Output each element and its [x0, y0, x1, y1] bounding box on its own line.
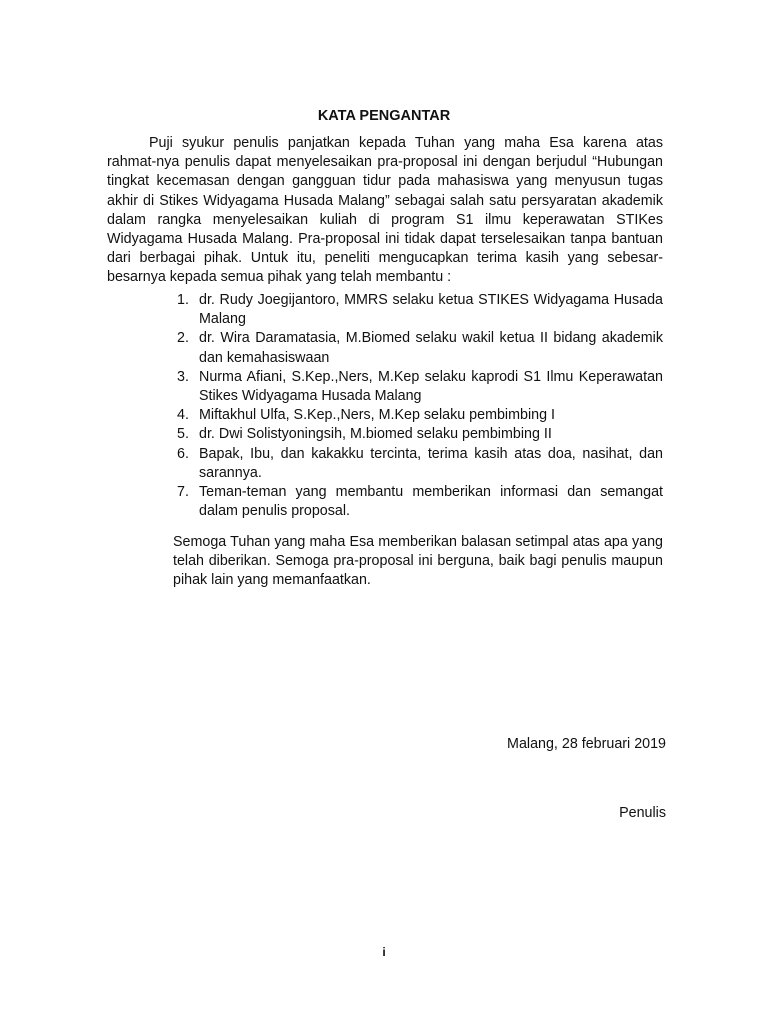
acknowledgement-list: [173, 291, 663, 521]
list-item: [173, 445, 663, 483]
intro-paragraph: Puji syukur penulis panjatkan kepada Tuhan yang maha Esa karena atas rahmat-nya penulis dapat menyelesaikan pra-proposal ini dengan berjudul “Hubungan tingkat kecemasan dengan gangguan tidur pada mahasiswa yang menyusun tugas akhir di Stikes Widyagama Husada Malang” sebagai salah satu persyaratan akademik dalam rangka menyelesaikan kuliah di program S1 ilmu keperawatan STIKes Widyagama Husada Malang. Pra-proposal ini tidak dapat terselesaikan tanpa bantuan dari berbagai pihak. Untuk itu, peneliti mengucapkan terima kasih yang sebesar-besarnya kepada semua pihak yang telah membantu :: [107, 135, 663, 286]
list-item-number: 5.: [177, 426, 189, 443]
list-item-text: dr. Rudy Joegijantoro, MMRS selaku ketua STIKES Widyagama Husada Malang: [199, 292, 663, 328]
list-item-text: dr. Dwi Solistyoningsih, M.biomed selaku pembimbing II: [199, 426, 552, 443]
list-item: [173, 483, 663, 521]
list-item-number: 2.: [177, 330, 189, 347]
page-title: KATA PENGANTAR: [317, 108, 451, 124]
list-item-number: 4.: [177, 407, 189, 424]
closing-paragraph: Semoga Tuhan yang maha Esa memberikan balasan setimpal atas apa yang telah diberikan. Semoga pra-proposal ini berguna, baik bagi penulis maupun pihak lain yang memanfaatkan.: [173, 534, 663, 589]
list-item-number: 7.: [177, 484, 189, 501]
list-item-text: dr. Wira Daramatasia, M.Biomed selaku wakil ketua II bidang akademik dan kemahasiswaan: [199, 330, 663, 366]
list-item: [173, 425, 663, 444]
place-date: Malang, 28 februari 2019: [507, 736, 666, 752]
list-item: [173, 329, 663, 367]
list-item-text: Nurma Afiani, S.Kep.,Ners, M.Kep selaku kaprodi S1 Ilmu Keperawatan Stikes Widyagama Husada Malang: [199, 368, 663, 405]
list-item-text: Bapak, Ibu, dan kakakku tercinta, terima kasih atas doa, nasihat, dan sarannya.: [199, 445, 663, 481]
list-item: [173, 406, 663, 425]
list-item: [173, 368, 663, 406]
list-item: [173, 291, 663, 329]
list-item-number: 3.: [177, 368, 189, 385]
list-item-number: 1.: [177, 292, 189, 308]
list-item-text: Teman-teman yang membantu memberikan informasi dan semangat dalam penulis proposal.: [199, 484, 663, 520]
page-number: i: [382, 945, 386, 959]
signature-label: Penulis: [619, 805, 666, 821]
list-item-number: 6.: [177, 445, 189, 462]
list-item-text: Miftakhul Ulfa, S.Kep.,Ners, M.Kep selaku pembimbing I: [199, 407, 555, 424]
